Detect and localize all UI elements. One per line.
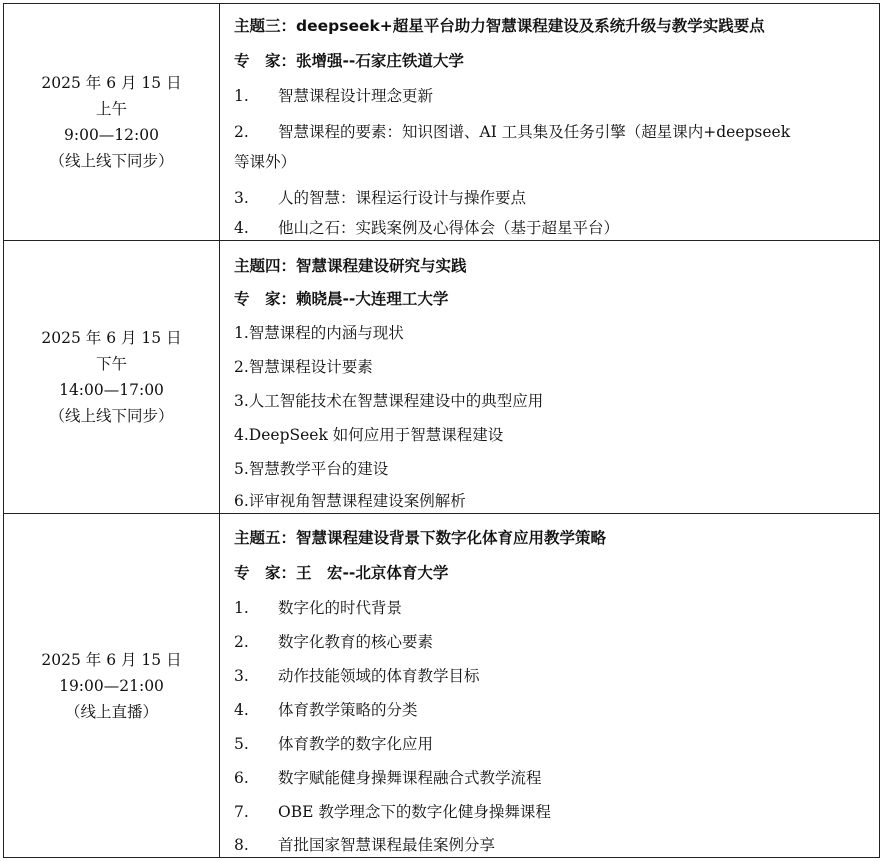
item-number: 3.: [234, 392, 249, 410]
topic-title: 主题三：deepseek+超星平台助力智慧课程建设及系统升级与教学实践要点: [234, 17, 765, 35]
time-cell: [4, 4, 220, 240]
content-cell: [221, 514, 879, 857]
session-mode: （线上线下同步）: [49, 152, 174, 170]
list-item: [234, 389, 871, 411]
item-text: 体育教学策略的分类: [278, 701, 418, 719]
list-item: [234, 833, 871, 855]
list-item: [234, 766, 871, 788]
session-date: 2025 年 6 月 15 日: [41, 74, 182, 92]
schedule-row-2: [3, 240, 880, 514]
item-text: 智慧教学平台的建设: [248, 460, 389, 478]
item-text: 体育教学的数字化应用: [278, 735, 434, 753]
item-number: 2.: [234, 633, 249, 651]
list-item-continuation: [234, 150, 871, 172]
item-number: 4.: [234, 701, 249, 719]
content-cell: [221, 241, 879, 513]
item-number: 2.: [234, 123, 249, 141]
list-item: [234, 321, 871, 343]
session-mode: （线上直播）: [64, 702, 158, 721]
list-item: [234, 186, 871, 208]
item-number: 7.: [234, 803, 249, 821]
list-item: [234, 355, 871, 377]
item-number: 4.: [234, 219, 249, 237]
schedule-row-1: [3, 3, 880, 241]
session-mode: （线上线下同步）: [49, 407, 174, 425]
item-number: 1.: [234, 599, 249, 617]
item-text: 人的智慧：课程运行设计与操作要点: [278, 189, 527, 207]
expert-line: 专 家：赖晓晨--大连理工大学: [234, 290, 449, 308]
list-item: [234, 630, 871, 652]
item-number: 4.: [234, 426, 249, 444]
item-number: 3.: [234, 667, 249, 685]
expert-line: 专 家：张增强--石家庄铁道大学: [234, 52, 464, 70]
item-text: 等课外）: [234, 153, 297, 171]
item-text: 人工智能技术在智慧课程建设中的典型应用: [248, 392, 544, 410]
item-number: 1.: [234, 324, 249, 342]
item-text: DeepSeek 如何应用于智慧课程建设: [248, 426, 504, 444]
expert-line: 专 家：王 宏--北京体育大学: [234, 564, 449, 582]
list-item: [234, 120, 871, 142]
item-number: 6.: [234, 492, 249, 510]
session-time: 19:00—21:00: [59, 676, 164, 695]
item-number: 8.: [234, 836, 249, 854]
item-text: 评审视角智慧课程建设案例解析: [248, 492, 466, 510]
item-text: 智慧课程设计要素: [248, 358, 373, 376]
content-cell: [221, 4, 879, 240]
item-text: 首批国家智慧课程最佳案例分享: [278, 836, 496, 854]
list-item: [234, 698, 871, 720]
session-date: 2025 年 6 月 15 日: [41, 650, 182, 669]
session-time: 9:00—12:00: [64, 126, 159, 144]
session-period: 上午: [95, 100, 127, 118]
item-text: 智慧课程设计理念更新: [278, 87, 434, 105]
list-item: [234, 216, 871, 238]
time-cell: [4, 514, 220, 857]
item-number: 2.: [234, 358, 249, 376]
topic-title: 主题四：智慧课程建设研究与实践: [234, 257, 467, 275]
list-item: [234, 84, 871, 106]
item-text: 智慧课程的内涵与现状: [248, 324, 404, 342]
item-text: 智慧课程的要素：知识图谱、AI 工具集及任务引擎（超星课内+deepseek: [278, 123, 791, 141]
item-text: 他山之石：实践案例及心得体会（基于超星平台）: [278, 219, 620, 237]
session-time: 14:00—17:00: [59, 381, 164, 399]
session-date: 2025 年 6 月 15 日: [41, 329, 182, 347]
item-text: 数字化的时代背景: [278, 599, 403, 617]
item-text: 数字赋能健身操舞课程融合式教学流程: [278, 769, 542, 787]
time-cell: [4, 241, 220, 513]
topic-title: 主题五：智慧课程建设背景下数字化体育应用教学策略: [234, 529, 607, 547]
item-number: 6.: [234, 769, 249, 787]
schedule-row-3: [3, 513, 880, 858]
item-text: OBE 教学理念下的数字化健身操舞课程: [278, 803, 551, 821]
item-number: 5.: [234, 460, 249, 478]
list-item: [234, 732, 871, 754]
list-item: [234, 664, 871, 686]
item-text: 数字化教育的核心要素: [278, 633, 434, 651]
list-item: [234, 800, 871, 822]
item-number: 1.: [234, 87, 249, 105]
list-item: [234, 423, 871, 445]
list-item: [234, 596, 871, 618]
list-item: [234, 489, 871, 511]
item-number: 3.: [234, 189, 249, 207]
session-period: 下午: [95, 355, 127, 373]
item-number: 5.: [234, 735, 249, 753]
list-item: [234, 457, 871, 479]
item-text: 动作技能领域的体育教学目标: [278, 667, 480, 685]
